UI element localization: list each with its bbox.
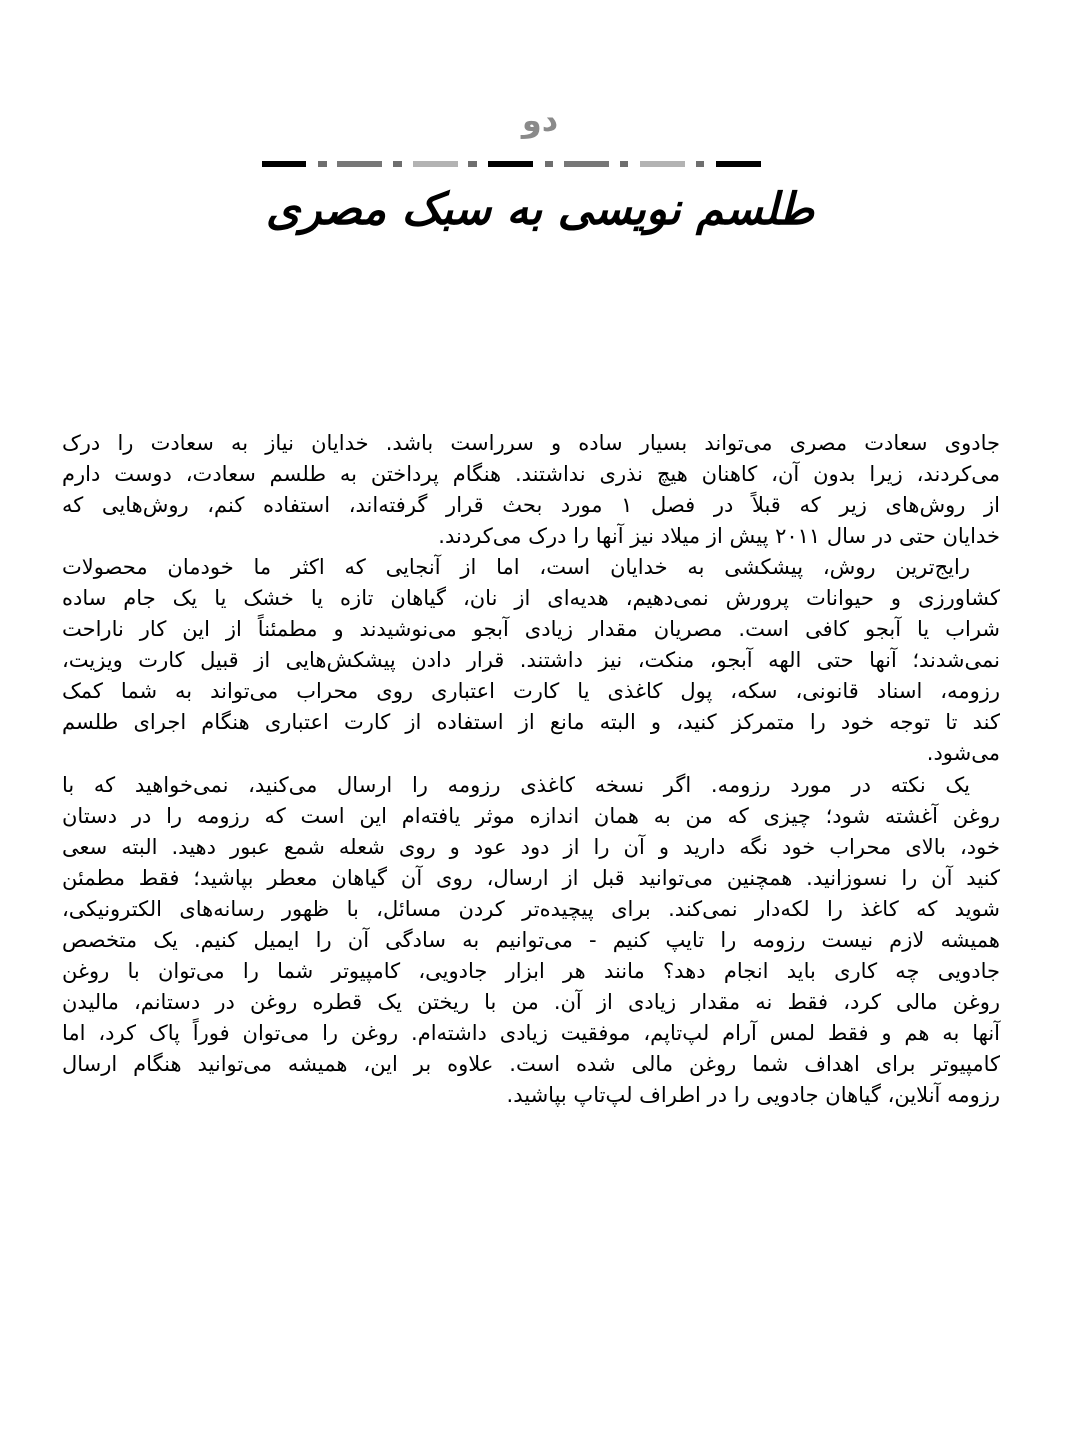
text-line: شراب یا آبجو کافی است. مصریان مقدار زیادی آبجو می‌نوشیدند و مطمئناً از این کار ناراحت bbox=[62, 617, 1000, 642]
divider-segment bbox=[620, 161, 628, 167]
divider-segment bbox=[318, 161, 327, 167]
chapter-number: دو bbox=[521, 101, 559, 139]
text-line: کنید آن را نسوزانید. همچنین می‌توانید قبل از ارسال، روی آن گیاهان معطر بپاشید؛ فقط مطمئن bbox=[62, 865, 1000, 890]
paragraph-3 bbox=[62, 770, 1000, 1112]
text-line: نمی‌شدند؛ آنها حتی الهه آبجو، منکت، نیز داشتند. قرار دادن پیشکش‌هایی از قبیل کارت ویزیت، bbox=[62, 648, 1000, 673]
text-line: جادوی سعادت مصری می‌تواند بسیار ساده و سرراست باشد. خدایان نیاز به سعادت را درک bbox=[62, 431, 1000, 455]
text-line: کامپیوتر برای اهداف شما روغن مالی شده است. علاوه بر این، همیشه می‌توانید هنگام ارسال bbox=[62, 1051, 1000, 1076]
divider-segment bbox=[337, 161, 382, 167]
text-line: شوید که کاغذ را لکه‌دار نمی‌کند. برای پیچیده‌تر کردن مسائل، با ظهور رسانه‌های الکترونیکی، bbox=[62, 896, 1000, 921]
divider-segment bbox=[545, 161, 553, 167]
text-line: آنها به هم و فقط لمس آرام لپ‌تاپم، موفقیت زیادی داشته‌ام. روغن را می‌توان فوراً پاک کرد، اما bbox=[62, 1020, 1000, 1045]
text-line: همیشه لازم نیست رزومه را تایپ کنیم - می‌توانیم به سادگی آن را ایمیل کنیم. یک متخصص bbox=[62, 927, 1000, 952]
divider-segment bbox=[488, 161, 533, 167]
divider-segment bbox=[262, 161, 306, 167]
body-text bbox=[62, 428, 1000, 1111]
chapter-divider bbox=[0, 161, 1080, 167]
text-line: از روش‌های زیر که قبلاً در فصل ۱ مورد بحث قرار گرفته‌اند، استفاده کنم، روش‌هایی که bbox=[62, 493, 1000, 518]
paragraph-1 bbox=[62, 428, 1000, 552]
text-line: رزومه، اسناد قانونی، سکه، پول کاغذی یا کارت اعتباری روی محراب می‌تواند به شما کمک bbox=[62, 679, 1000, 704]
paragraph-2 bbox=[62, 552, 1000, 769]
text-line: رایج‌ترین روش، پیشکشی به خدایان است، اما از آنجایی که اکثر ما خودمان محصولات bbox=[62, 555, 970, 580]
divider-segment bbox=[640, 161, 685, 167]
text-line: روغن آغشته شود؛ چیزی که من به همان اندازه موثر یافته‌ام این است که رزومه را در دستان bbox=[62, 803, 1000, 828]
divider-segment bbox=[468, 161, 477, 167]
text-line: رزومه آنلاین، گیاهان جادویی را در اطراف لپ‌تاپ بپاشید. bbox=[506, 1082, 1000, 1107]
chapter-title: طلسم نویسی به سبک مصری bbox=[265, 184, 815, 235]
text-line: یک نکته در مورد رزومه. اگر نسخه کاغذی رزومه را ارسال می‌کنید، نمی‌خواهید که با bbox=[62, 772, 970, 797]
text-line: جادویی چه کاری باید انجام دهد؟ مانند هر ابزار جادویی، کامپیوتر شما را می‌توان با روغن bbox=[62, 958, 1000, 983]
divider-segment bbox=[564, 161, 609, 167]
text-line: می‌شود. bbox=[926, 741, 1000, 766]
text-line: کند تا توجه خود را متمرکز کنید، و البته مانع از استفاده از کارت اعتباری هنگام اجرای طلسم bbox=[62, 710, 1000, 735]
text-line: خدایان حتی در سال ۲۰۱۱ پیش از میلاد نیز آنها را درک می‌کردند. bbox=[438, 524, 1000, 549]
divider-segment bbox=[413, 161, 458, 167]
text-line: خود، بالای محراب خود نگه دارید و آن را از دود عود و روی شعله شمع عبور دهید. البته سعی bbox=[62, 834, 1000, 859]
text-line: کشاورزی و حیوانات پرورش نمی‌دهیم، هدیه‌ای از نان، گیاهان تازه یا خشک یا یک جام ساده bbox=[62, 586, 1000, 611]
divider-segment bbox=[393, 161, 402, 167]
text-line: روغن مالی کرد، فقط نه مقدار زیادی از آن. من با ریختن یک قطره روغن در دستانم، مالیدن bbox=[62, 989, 1000, 1014]
divider-segment bbox=[696, 161, 704, 167]
divider-segment bbox=[716, 161, 761, 167]
text-line: می‌کردند، زیرا بدون آن، کاهنان هیچ نذری نداشتند. هنگام پرداختن به طلسم سعادت، دوست دارم bbox=[62, 462, 1000, 487]
